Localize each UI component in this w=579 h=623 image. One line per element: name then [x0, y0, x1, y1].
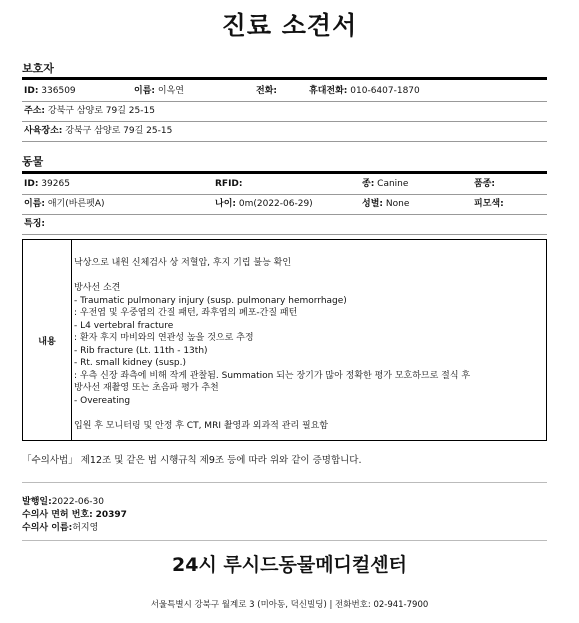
vet-name-value: 허지영: [72, 523, 99, 533]
guardian-name: [134, 81, 184, 101]
guardian-mobile-label: 휴대전화:: [309, 86, 348, 96]
guardian-workplace-value: 강북구 삼양로 79길 25-15: [65, 126, 173, 136]
vet-name-label: 수의사 이름:: [22, 523, 73, 533]
animal-rfid-label: RFID:: [215, 179, 243, 189]
guardian-id-value: 336509: [41, 86, 76, 96]
guardian-id: [24, 81, 76, 101]
guardian-name-label: 이름:: [134, 86, 155, 96]
animal-sex-label: 성별:: [362, 199, 383, 209]
issue-date-label: 발행일:: [22, 497, 52, 507]
content-line: - Traumatic pulmonary injury (susp. pulmonary hemorrhage): [74, 295, 347, 306]
content-line: : 우측 신장 좌측에 비해 작게 관찰됨. Summation 되는 장기가 많아 정확한 평가 모호하므로 절식 후: [74, 370, 471, 381]
animal-row-1: [22, 174, 547, 195]
guardian-address: [24, 101, 155, 121]
content-line: [74, 270, 544, 283]
content-line: - Rib fracture (Lt. 11th - 13th): [74, 345, 208, 356]
content-body: [74, 257, 544, 432]
content-line: - L4 vertebral fracture: [74, 320, 174, 331]
guardian-mobile-value: 010-6407-1870: [350, 86, 420, 96]
content-line: - Overeating: [74, 395, 131, 406]
animal-name-value: 애기(바른펫A): [47, 199, 105, 209]
content-line: - Rt. small kidney (susp.): [74, 358, 186, 368]
animal-name: [24, 194, 105, 214]
signature-divider-bottom: [22, 540, 547, 541]
animal-species-label: 종:: [362, 179, 375, 189]
vet-license: [22, 507, 127, 520]
guardian-row-3: [22, 121, 547, 142]
guardian-workplace-label: 사육장소:: [24, 126, 63, 136]
guardian-name-value: 이옥연: [157, 86, 184, 96]
content-label: 내용: [23, 240, 72, 440]
guardian-phone: [256, 81, 277, 101]
animal-features-label: 특징:: [24, 219, 45, 229]
guardian-workplace: [24, 121, 172, 141]
issue-date-value: 2022-06-30: [51, 497, 104, 507]
content-line: : 환자 후지 마비와의 연관성 높을 것으로 추정: [74, 333, 254, 343]
guardian-address-label: 주소:: [24, 106, 45, 116]
animal-name-label: 이름:: [24, 199, 45, 209]
animal-section-label: 동물: [22, 155, 44, 168]
animal-id: [24, 174, 70, 194]
animal-sex: [362, 194, 409, 214]
document-title: 진료 소견서: [221, 11, 358, 40]
animal-coat-label: 피모색:: [474, 199, 504, 209]
vet-name: [22, 520, 98, 533]
content-line: 입원 후 모니터링 및 안정 후 CT, MRI 촬영과 외과적 관리 필요함: [74, 420, 329, 431]
guardian-address-value: 강북구 삼양로 79길 25-15: [47, 106, 155, 116]
vet-license-label: 수의사 면허 번호:: [22, 510, 93, 520]
animal-row-3: [22, 214, 547, 235]
vet-license-value: 20397: [95, 510, 127, 520]
animal-age-label: 나이:: [215, 199, 236, 209]
animal-rfid: [215, 174, 243, 194]
guardian-section-label: 보호자: [22, 62, 54, 75]
issue-date: [22, 494, 104, 507]
animal-breed: [474, 174, 495, 194]
content-line: 방사선 재촬영 또는 초음파 평가 추천: [74, 383, 219, 393]
animal-row-2: [22, 194, 547, 215]
animal-id-label: ID:: [24, 179, 39, 189]
content-line: 방사선 소견: [74, 283, 121, 293]
hospital-address: 서울특별시 강북구 월계로 3 (미아동, 덕신빌딩) | 전화번호: 02-941-7900: [150, 600, 429, 610]
guardian-row-1: [22, 81, 547, 102]
animal-features: [24, 214, 45, 234]
content-line: 낙상으로 내원 신체검사 상 저혈압, 후지 기립 불능 확인: [74, 258, 292, 268]
hospital-name: 24시 루시드동물메디컬센터: [172, 554, 407, 576]
content-line: : 우전엽 및 우중엽의 간질 패턴, 좌후엽의 폐포-간질 패턴: [74, 308, 298, 318]
content-line: [74, 407, 544, 420]
guardian-id-label: ID:: [24, 86, 39, 96]
animal-age: [215, 194, 313, 214]
content-box: [22, 239, 547, 441]
signature-divider-top: [22, 482, 547, 483]
animal-coat: [474, 194, 504, 214]
guardian-divider: [22, 77, 547, 80]
animal-breed-label: 품종:: [474, 179, 495, 189]
animal-id-value: 39265: [41, 179, 70, 189]
guardian-phone-label: 전화:: [256, 86, 277, 96]
legal-statement: 「수의사법」 제12조 및 같은 법 시행규칙 제9조 등에 따라 위와 같이 증명합니다.: [22, 455, 362, 466]
animal-species: [362, 174, 408, 194]
guardian-mobile: [309, 81, 420, 101]
animal-age-value: 0m(2022-06-29): [238, 199, 313, 209]
animal-sex-value: None: [385, 199, 410, 209]
guardian-row-2: [22, 101, 547, 122]
animal-species-value: Canine: [377, 179, 409, 189]
